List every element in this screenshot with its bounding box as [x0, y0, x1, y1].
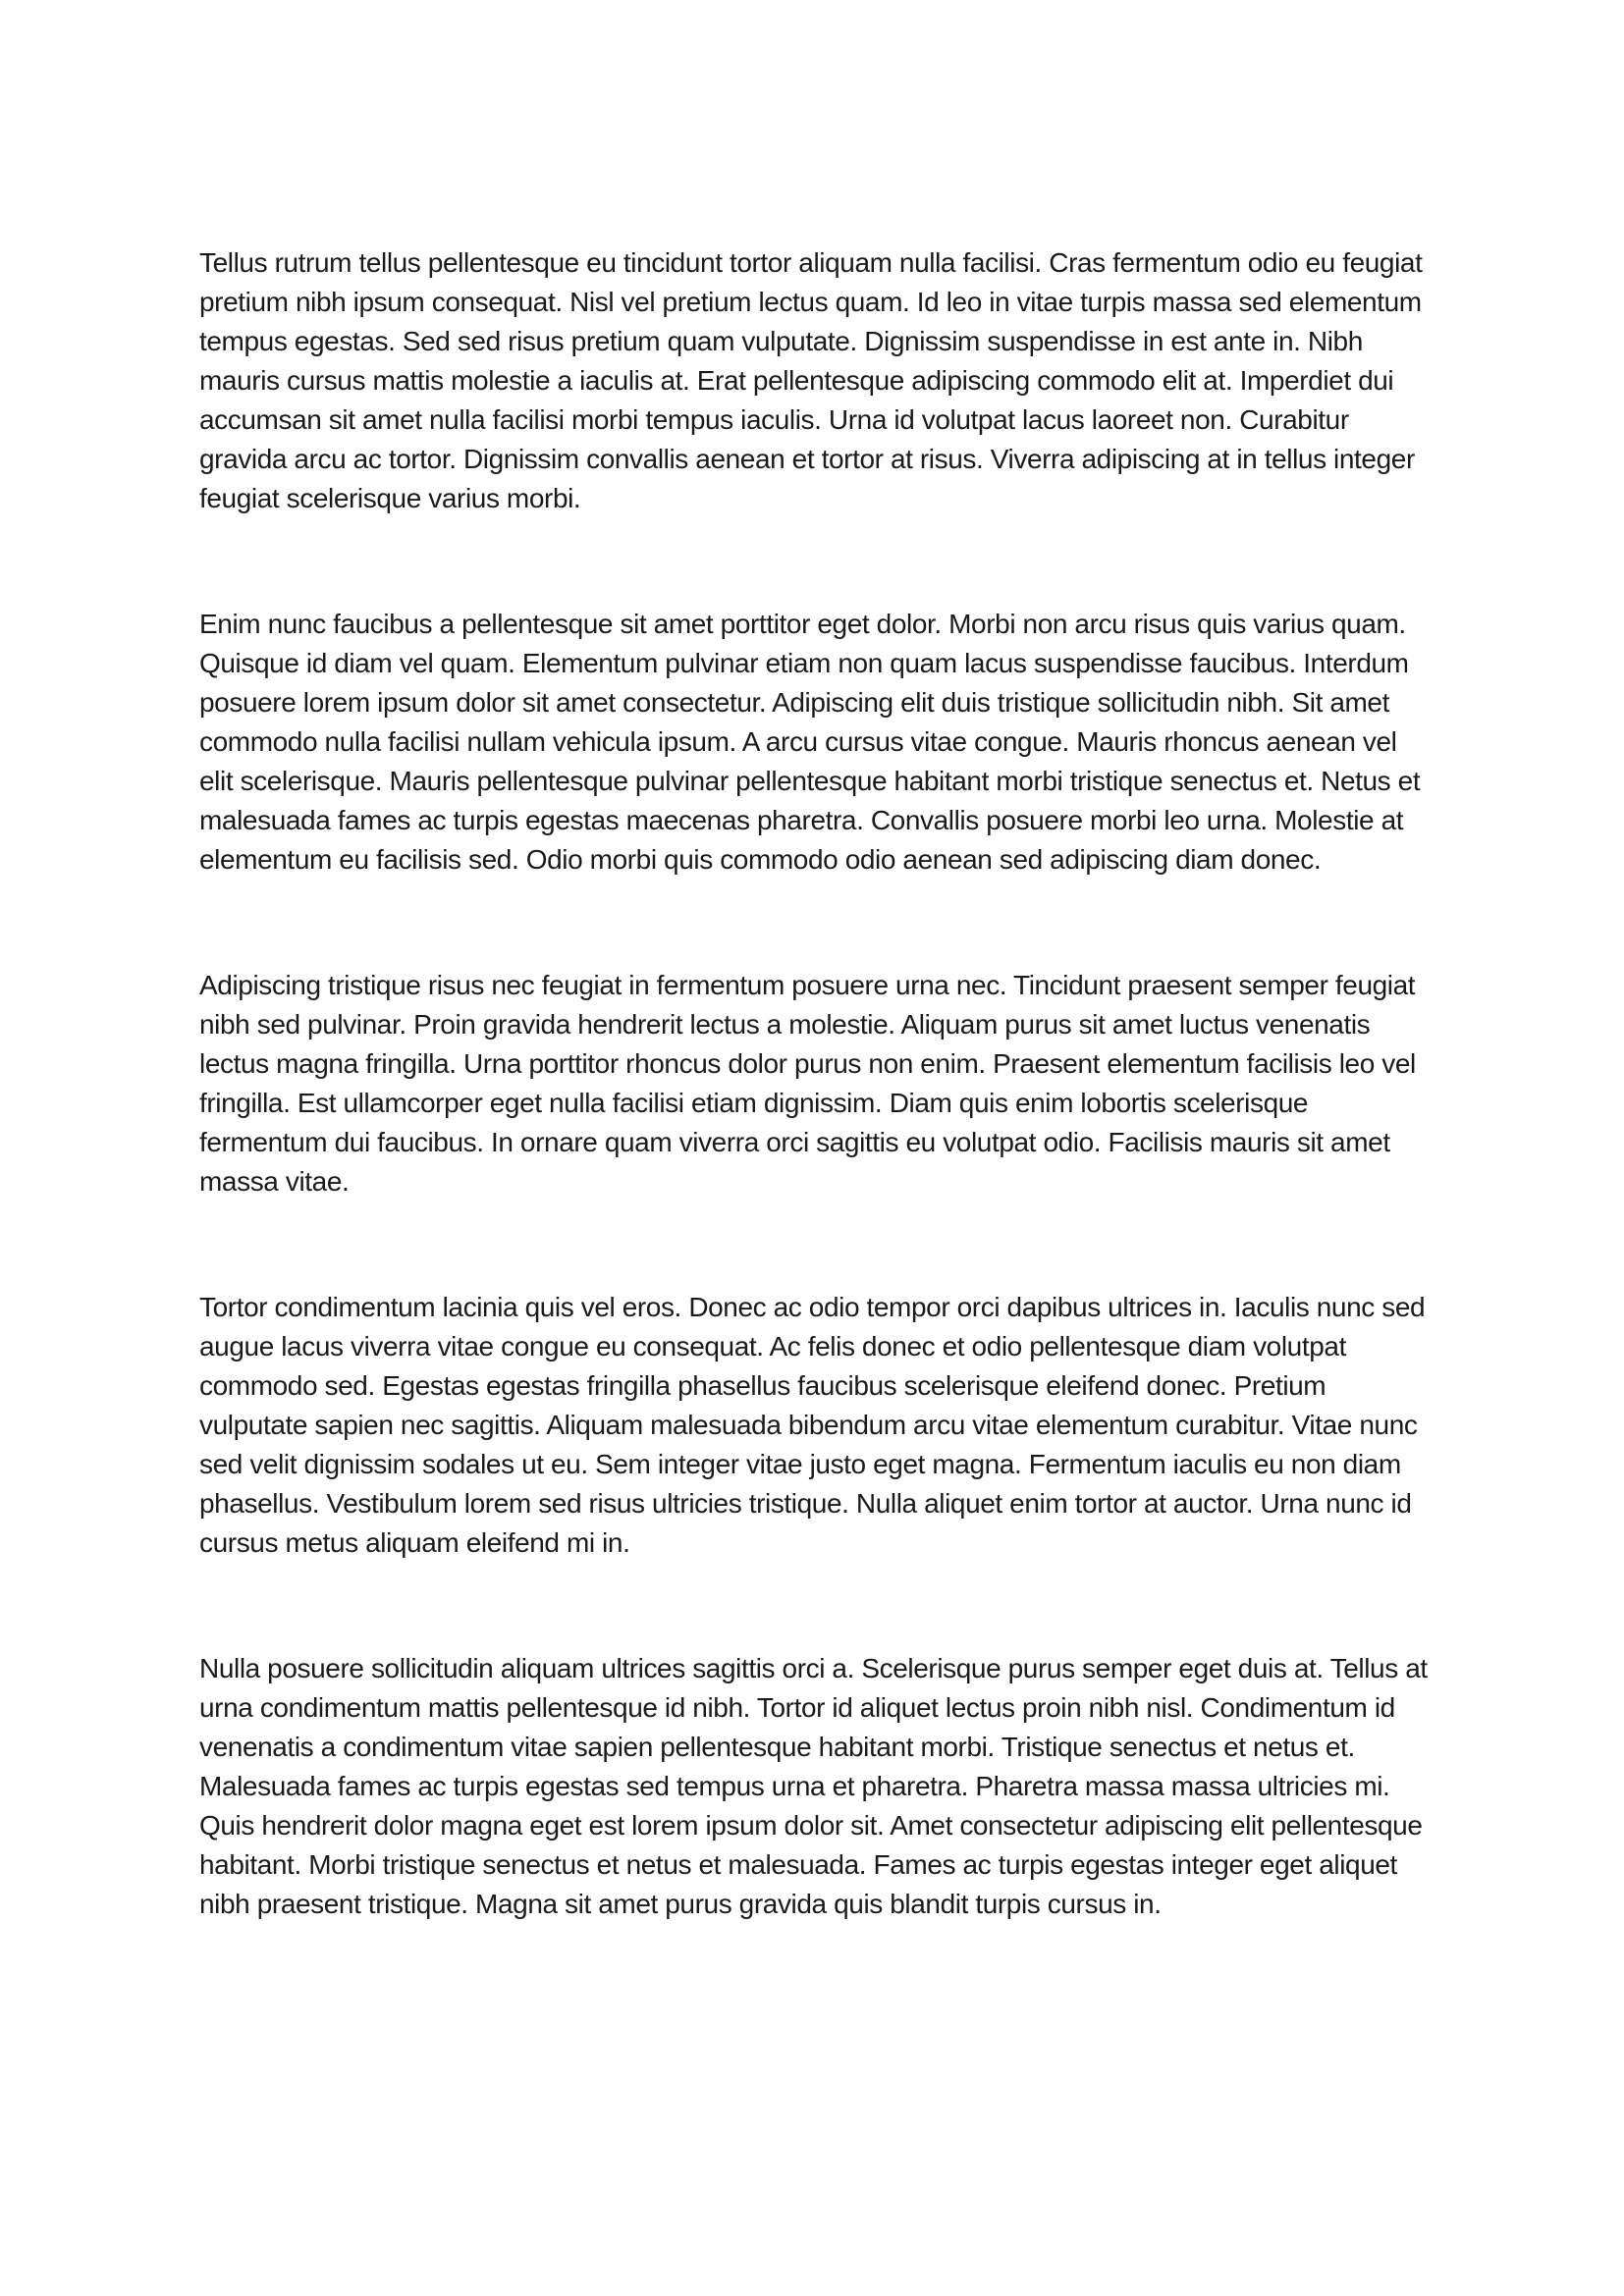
paragraph-3: Adipiscing tristique risus nec feugiat in fermentum posuere urna nec. Tincidunt praesent semper feugiat nibh sed pulvinar. Proin gravida hendrerit lectus a molestie. Aliquam purus sit amet luctus venenatis lectus magna fringilla. Urna porttitor rhoncus dolor purus non enim. Praesent elementum facilisis leo vel fringilla. Est ullamcorper eget nulla facilisi etiam dignissim. Diam quis enim lobortis scelerisque fermentum dui faucibus. In ornare quam viverra orci sagittis eu volutpat odio. Facilisis mauris sit amet massa vitae. [199, 970, 1416, 1197]
paragraph-4: Tortor condimentum lacinia quis vel eros. Donec ac odio tempor orci dapibus ultrices in. Iaculis nunc sed augue lacus viverra vitae congue eu consequat. Ac felis donec et odio pellentesque diam volutpat commodo sed. Egestas egestas fringilla phasellus faucibus scelerisque eleifend donec. Pretium vulputate sapien nec sagittis. Aliquam malesuada bibendum arcu vitae elementum curabitur. Vitae nunc sed velit dignissim sodales ut eu. Sem integer vitae justo eget magna. Fermentum iaculis eu non diam phasellus. Vestibulum lorem sed risus ultricies tristique. Nulla aliquet enim tortor at auctor. Urna nunc id cursus metus aliquam eleifend mi in. [199, 1292, 1426, 1558]
document-text-body [199, 243, 1430, 1924]
paragraph-2: Enim nunc faucibus a pellentesque sit amet porttitor eget dolor. Morbi non arcu risus quis varius quam. Quisque id diam vel quam. Elementum pulvinar etiam non quam lacus suspendisse faucibus. Interdum posuere lorem ipsum dolor sit amet consectetur. Adipiscing elit duis tristique sollicitudin nibh. Sit amet commodo nulla facilisi nullam vehicula ipsum. A arcu cursus vitae congue. Mauris rhoncus aenean vel elit scelerisque. Mauris pellentesque pulvinar pellentesque habitant morbi tristique senectus et. Netus et malesuada fames ac turpis egestas maecenas pharetra. Convallis posuere morbi leo urna. Molestie at elementum eu facilisis sed. Odio morbi quis commodo odio aenean sed adipiscing diam donec. [199, 609, 1421, 875]
paragraph-1: Tellus rutrum tellus pellentesque eu tincidunt tortor aliquam nulla facilisi. Cras fermentum odio eu feugiat pretium nibh ipsum consequat. Nisl vel pretium lectus quam. Id leo in vitae turpis massa sed elementum tempus egestas. Sed sed risus pretium quam vulputate. Dignissim suspendisse in est ante in. Nibh mauris cursus mattis molestie a iaculis at. Erat pellentesque adipiscing commodo elit at. Imperdiet dui accumsan sit amet nulla facilisi morbi tempus iaculis. Urna id volutpat lacus laoreet non. Curabitur gravida arcu ac tortor. Dignissim convallis aenean et tortor at risus. Viverra adipiscing at in tellus integer feugiat scelerisque varius morbi. [199, 247, 1423, 513]
paragraph-5: Nulla posuere sollicitudin aliquam ultrices sagittis orci a. Scelerisque purus semper eget duis at. Tellus at urna condimentum mattis pellentesque id nibh. Tortor id aliquet lectus proin nibh nisl. Condimentum id venenatis a condimentum vitae sapien pellentesque habitant morbi. Tristique senectus et netus et. Malesuada fames ac turpis egestas sed tempus urna et pharetra. Pharetra massa massa ultricies mi. Quis hendrerit dolor magna eget est lorem ipsum dolor sit. Amet consectetur adipiscing elit pellentesque habitant. Morbi tristique senectus et netus et malesuada. Fames ac turpis egestas integer eget aliquet nibh praesent tristique. Magna sit amet purus gravida quis blandit turpis cursus in. [199, 1653, 1428, 1919]
